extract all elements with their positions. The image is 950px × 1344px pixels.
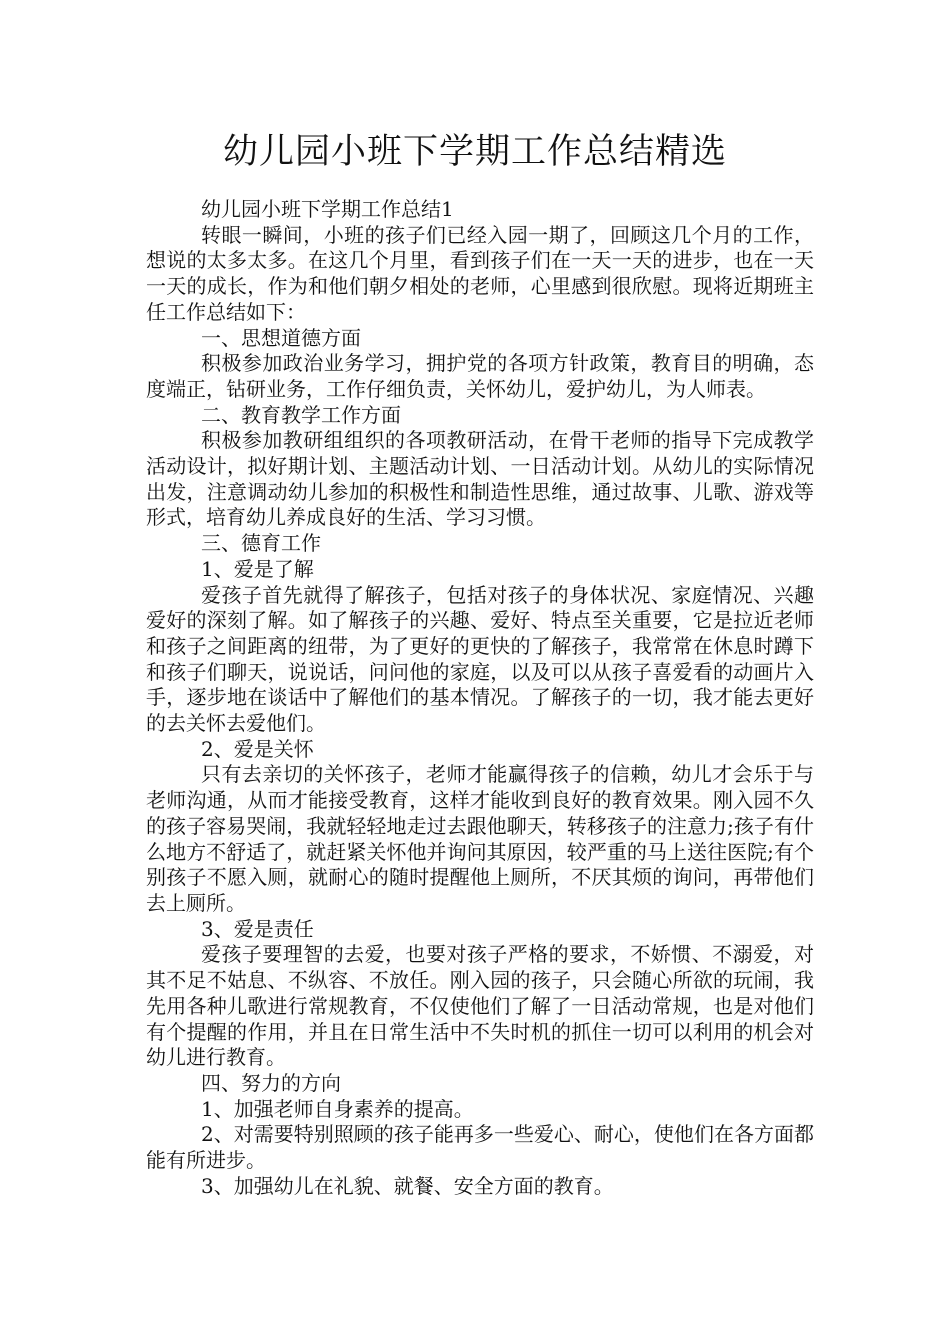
direction-item-1: 1、加强老师自身素养的提高。 <box>201 1096 474 1121</box>
section-heading-direction: 四、努力的方向 <box>201 1070 341 1095</box>
subheading-care: 2、爱是关怀 <box>201 736 314 761</box>
document-title: 幼儿园小班下学期工作总结精选 <box>222 132 727 172</box>
direction-item-2: 2、对需要特别照顾的孩子能再多一些爱心、耐心，使他们在各方面都能有所进步。 <box>146 1122 814 1173</box>
care-paragraph: 只有去亲切的关怀孩子，老师才能赢得孩子的信赖，幼儿才会乐于与老师沟通，从而才能接受教育，这样才能收到良好的教育效果。刚入园不久的孩子容易哭闹，我就轻轻地走过去跟他聊天，转移孩子的注意力;孩子有什么地方不舒适了，就赶紧关怀他并询问其原因，较严重的马上送往医院;有个别孩子不愿入厕，就耐心的随时提醒他上厕所，不厌其烦的询问，再带他们去上厕所。 <box>146 762 814 915</box>
document-body <box>146 197 814 1199</box>
section-heading-teaching: 二、教育教学工作方面 <box>201 402 401 427</box>
section-subtitle: 幼儿园小班下学期工作总结1 <box>201 197 454 221</box>
teaching-paragraph: 积极参加教研组组织的各项教研活动，在骨干老师的指导下完成教学活动设计，拟好期计划、主题活动计划、一日活动计划。从幼儿的实际情况出发，注意调动幼儿参加的积极性和制造性思维，通过故事、儿歌、游戏等形式，培育幼儿养成良好的生活、学习习惯。 <box>146 428 814 530</box>
understanding-paragraph: 爱孩子首先就得了解孩子，包括对孩子的身体状况、家庭情况、兴趣爱好的深刻了解。如了解孩子的兴趣、爱好、特点至关重要，它是拉近老师和孩子之间距离的纽带，为了更好的更快的了解孩子，我常常在休息时蹲下和孩子们聊天，说说话，问问他的家庭，以及可以从孩子喜爱看的动画片入手，逐步地在谈话中了解他们的基本情况。了解孩子的一切，我才能去更好的去关怀去爱他们。 <box>146 582 814 736</box>
section-heading-education: 三、德育工作 <box>201 531 321 556</box>
section-heading-moral: 一、思想道德方面 <box>201 325 361 350</box>
direction-item-3: 3、加强幼儿在礼貌、就餐、安全方面的教育。 <box>201 1173 614 1198</box>
moral-paragraph: 积极参加政治业务学习，拥护党的各项方针政策，教育目的明确，态度端正，钻研业务，工作仔细负责，关怀幼儿，爱护幼儿，为人师表。 <box>146 351 814 401</box>
subheading-understanding: 1、爱是了解 <box>201 556 314 581</box>
subheading-responsibility: 3、爱是责任 <box>201 916 314 941</box>
intro-paragraph: 转眼一瞬间，小班的孩子们已经入园一期了，回顾这几个月的工作，想说的太多太多。在这几个月里，看到孩子们在一天一天的进步，也在一天一天的成长，作为和他们朝夕相处的老师，心里感到很欣慰。现将近期班主任工作总结如下： <box>146 222 814 324</box>
responsibility-paragraph: 爱孩子要理智的去爱，也要对孩子严格的要求，不娇惯、不溺爱，对其不足不姑息、不纵容、不放任。刚入园的孩子，只会随心所欲的玩闹，我先用各种儿歌进行常规教育，不仅使他们了解了一日活动常规，也是对他们有个提醒的作用，并且在日常生活中不失时机的抓住一切可以利用的机会对幼儿进行教育。 <box>146 942 814 1070</box>
